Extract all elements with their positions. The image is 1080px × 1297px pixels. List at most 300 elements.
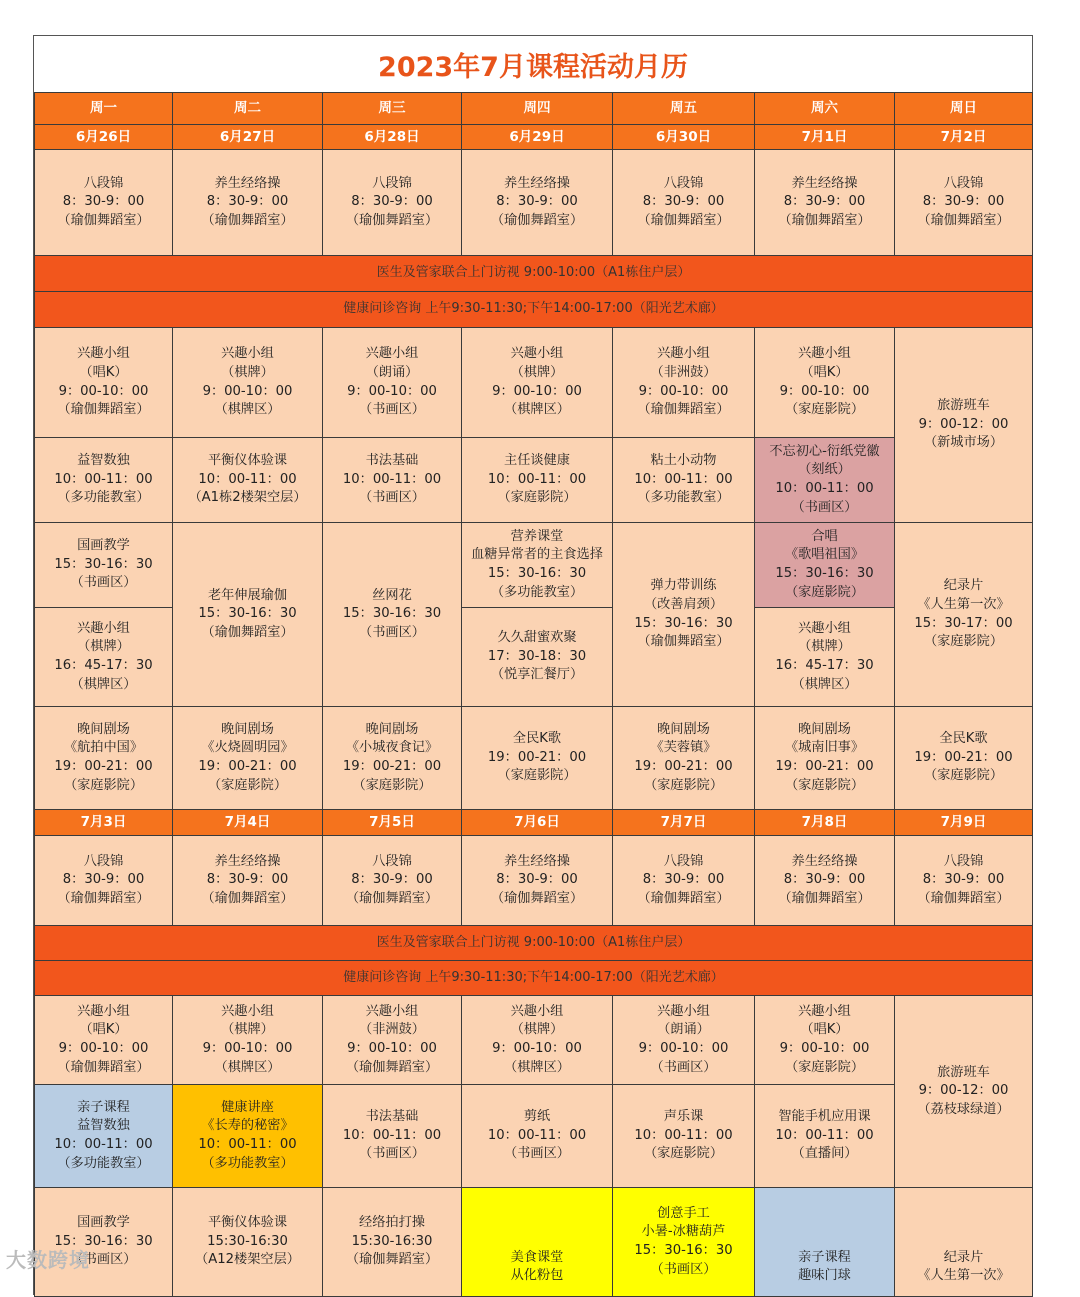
cell-line: 8：30-9：00	[351, 194, 433, 210]
cell-line: （多功能教室）	[57, 1155, 150, 1171]
cell-line: 8：30-9：00	[922, 194, 1005, 210]
cell-line: 8：30-9：00	[62, 194, 145, 210]
cell-line: 19：00-21：00	[487, 749, 587, 765]
cell-line: 9：00-12：00	[918, 416, 1009, 432]
cell-line: （棋牌区）	[214, 1059, 281, 1075]
morning-class	[461, 835, 613, 926]
cell-line: 8：30-9：00	[783, 872, 866, 888]
cell-line: 书法基础	[365, 1109, 419, 1125]
cell-line: 晚间剧场	[221, 721, 274, 737]
cell-line: （瑜伽舞蹈室）	[201, 624, 294, 640]
cell-line: 兴趣小组	[798, 620, 851, 636]
cell-line: 9：00-10：00	[202, 1041, 293, 1056]
cell-line: 养生经络操	[791, 175, 858, 191]
cell-line: （A1栋2楼架空层）	[188, 490, 307, 506]
cell-line: 纪录片	[943, 578, 984, 594]
cell-line: 15：30-17：00	[914, 615, 1013, 631]
cell-line: 16：45-17：30	[775, 658, 874, 673]
cell-line: （瑜伽舞蹈室）	[345, 212, 439, 228]
cell-line: 15：30-16：30	[342, 606, 442, 622]
cell-line: 经络拍打操	[359, 1215, 425, 1231]
cell-line: 八段锦	[372, 175, 412, 191]
date-header: 6月30日	[612, 124, 755, 150]
cell-line: 10：00-11：00	[775, 1127, 874, 1143]
cell-line: （书画区）	[70, 1252, 137, 1268]
weekday-header: 周六	[754, 92, 895, 125]
cell-line: 八段锦	[372, 853, 412, 869]
cell-line: 15：30-16：30	[54, 556, 153, 572]
am-class	[461, 437, 613, 523]
cell-line: 9：00-10：00	[58, 383, 149, 399]
cell-line: 弹力带训练	[650, 578, 717, 594]
cell-line: 8：30-9：00	[206, 872, 289, 888]
cell-line: 国画教学	[77, 538, 130, 554]
cell-line: （棋牌）	[798, 639, 851, 655]
cell-line: 8：30-9：00	[496, 872, 578, 888]
cell-line: 《小城夜食记》	[345, 740, 439, 756]
cell-line: 10：00-11：00	[198, 471, 297, 487]
weekday-header: 周四	[461, 92, 613, 125]
cell-line: 养生经络操	[791, 853, 858, 869]
cell-line: 兴趣小组	[657, 346, 710, 362]
cell-line: 15：30-16：30	[54, 1233, 153, 1249]
cell-line: 全民K歌	[512, 731, 562, 747]
cell-line: 剪纸	[523, 1109, 551, 1125]
cell-line: （瑜伽舞蹈室）	[778, 212, 871, 228]
morning-class	[754, 149, 895, 256]
documentary	[894, 522, 1033, 707]
date-header: 6月27日	[172, 124, 323, 150]
cell-line: 19：00-21：00	[634, 759, 733, 774]
cell-line: （家庭影院）	[923, 768, 1004, 784]
cell-line: 9：00-10：00	[202, 383, 293, 399]
date-header: 7月9日	[894, 809, 1033, 836]
interest-group	[34, 995, 173, 1085]
cell-line: 8：30-9：00	[642, 872, 725, 888]
cell-line: 9：00-10：00	[58, 1041, 149, 1056]
cell-line: 10：00-11：00	[342, 471, 442, 487]
cell-line: （瑜伽舞蹈室）	[57, 212, 150, 228]
am-class	[754, 1084, 895, 1188]
pm-class	[461, 522, 613, 608]
cell-line: （A12楼架空层）	[195, 1252, 300, 1268]
pm-class	[34, 522, 173, 608]
cell-line: 养生经络操	[214, 853, 281, 869]
cell-line: 19：00-21：00	[54, 759, 153, 774]
cell-line: 丝网花	[372, 587, 412, 603]
watermark: 大数跨境	[6, 1248, 90, 1272]
cell-line: 养生经络操	[504, 175, 570, 191]
cell-line: （家庭影院）	[643, 1146, 724, 1162]
banner-health-consult: 健康问诊咨询 上午9:30-11:30;下午14:00-17:00（阳光艺术廊）	[34, 291, 1033, 328]
cell-line: 8：30-9：00	[496, 194, 578, 210]
cell-line: 10：00-11：00	[198, 1137, 297, 1152]
cell-line: 八段锦	[943, 175, 984, 191]
weekday-header: 周日	[894, 92, 1033, 125]
cell-line: （非洲鼓）	[650, 364, 717, 380]
pm-class	[322, 1187, 462, 1297]
cell-line: （书画区）	[504, 1146, 570, 1162]
cell-line: 旅游班车	[937, 1064, 990, 1080]
cell-line: 10：00-11：00	[487, 1127, 587, 1143]
cell-line: （瑜伽舞蹈室）	[345, 1252, 439, 1268]
cell-line: （家庭影院）	[63, 777, 144, 793]
cell-line: 《城南旧事》	[784, 740, 865, 756]
cell-line: （棋牌区）	[70, 676, 137, 692]
morning-class	[612, 835, 755, 926]
cell-line: 15：30-16：30	[775, 566, 874, 581]
cell-line: 纪录片	[943, 1249, 984, 1265]
cell-line: 主任谈健康	[504, 453, 570, 469]
weekday-header: 周三	[322, 92, 462, 125]
cell-line: （家庭影院）	[497, 768, 577, 784]
cell-line: （棋牌）	[510, 364, 564, 380]
date-header: 7月2日	[894, 124, 1033, 150]
cell-line: （书画区）	[791, 499, 858, 515]
cell-line: 平衡仪体验课	[207, 1215, 288, 1231]
cell-line: 全民K歌	[939, 731, 988, 747]
cell-line: 小暑-冰糖葫芦	[641, 1224, 726, 1240]
cell-line: （瑜伽舞蹈室）	[490, 890, 584, 906]
cell-line: （家庭影院）	[207, 777, 288, 793]
cell-line: 10：00-11：00	[775, 481, 874, 496]
cell-line: 平衡仪体验课	[207, 453, 288, 469]
pm-class	[754, 607, 895, 707]
cell-line: 八段锦	[943, 853, 984, 869]
cell-line: 营养课堂	[510, 528, 564, 544]
cell-line: 兴趣小组	[77, 346, 130, 362]
cell-line: 兴趣小组	[221, 1003, 274, 1019]
cell-line: 8：30-9：00	[642, 194, 725, 210]
interest-group	[612, 327, 755, 438]
cell-line: （瑜伽舞蹈室）	[490, 212, 584, 228]
cell-line: （书画区）	[359, 402, 425, 418]
date-header: 7月6日	[461, 809, 613, 836]
cell-line: 合唱	[811, 528, 838, 544]
cell-line: 16：45-17：30	[54, 658, 153, 673]
morning-class	[34, 835, 173, 926]
cell-line: 9：00-10：00	[347, 1041, 437, 1056]
am-class	[322, 437, 462, 523]
cell-line: （刻纸）	[798, 462, 851, 478]
am-class	[172, 1084, 323, 1188]
weekday-header: 周二	[172, 92, 323, 125]
cell-line: 8：30-9：00	[783, 194, 866, 210]
cell-line: （唱K）	[79, 1022, 128, 1038]
cell-line: （新城市场）	[923, 435, 1004, 451]
cell-line: 《人生第一次》	[917, 1268, 1010, 1284]
cell-line: （书画区）	[359, 490, 425, 506]
interest-group	[172, 995, 323, 1085]
cell-line: （朗诵）	[657, 1022, 710, 1038]
cell-line: （荔枝球绿道）	[917, 1101, 1010, 1117]
date-header: 7月3日	[34, 809, 173, 836]
cell-line: （多功能教室）	[201, 1155, 294, 1171]
date-header: 7月1日	[754, 124, 895, 150]
cell-line: 美食课堂	[510, 1249, 564, 1265]
cell-line: 趣味门球	[798, 1268, 851, 1284]
am-class	[461, 1084, 613, 1188]
cell-line: 《歌唱祖国》	[784, 547, 865, 563]
weekday-header: 周一	[34, 92, 173, 125]
cell-line: （直播间）	[791, 1146, 858, 1162]
cell-line: 声乐课	[663, 1109, 704, 1125]
cell-line: （瑜伽舞蹈室）	[57, 1059, 150, 1075]
cell-line: 《芙蓉镇》	[650, 740, 717, 756]
cell-line: （书画区）	[650, 1261, 717, 1277]
cell-line: （书画区）	[359, 624, 425, 640]
cell-line: 15:30-16:30	[351, 1233, 433, 1249]
cell-line: （棋牌）	[221, 364, 274, 380]
cell-line: （瑜伽舞蹈室）	[345, 890, 439, 906]
cell-line: 益智数独	[77, 1118, 130, 1134]
cell-line: 《长寿的秘密》	[201, 1118, 294, 1134]
cell-line: 国画教学	[77, 1215, 130, 1231]
cell-line: 15：30-16：30	[634, 615, 733, 631]
cell-line: 智能手机应用课	[778, 1109, 871, 1125]
am-class	[754, 437, 895, 523]
cell-line: （家庭影院）	[784, 777, 865, 793]
cell-line: （棋牌区）	[504, 1059, 570, 1075]
interest-group	[461, 995, 613, 1085]
cell-line: 9：00-10：00	[492, 383, 582, 399]
evening-theater	[461, 706, 613, 810]
interest-group	[754, 327, 895, 438]
interest-group	[754, 995, 895, 1085]
cell-line: 八段锦	[663, 175, 704, 191]
cell-line: 健康讲座	[221, 1099, 274, 1115]
date-header: 7月7日	[612, 809, 755, 836]
pm-class	[612, 522, 755, 707]
cell-line: （棋牌）	[510, 1022, 564, 1038]
cell-line: 9：00-10：00	[347, 383, 437, 399]
interest-group	[461, 327, 613, 438]
morning-class	[322, 149, 462, 256]
cell-line: 不忘初心-衍纸党徽	[769, 443, 880, 459]
cell-line: 9：00-10：00	[779, 1041, 870, 1056]
cell-line: 粘土小动物	[650, 453, 717, 469]
am-class	[322, 1084, 462, 1188]
evening-theater	[894, 706, 1033, 810]
morning-class	[754, 835, 895, 926]
cell-line: 晚间剧场	[798, 721, 851, 737]
am-class	[34, 437, 173, 523]
cell-line: （多功能教室）	[490, 584, 584, 600]
banner-health-consult: 健康问诊咨询 上午9:30-11:30;下午14:00-17:00（阳光艺术廊）	[34, 960, 1033, 996]
cell-line: 兴趣小组	[77, 620, 130, 636]
morning-class	[172, 835, 323, 926]
calendar-title: 2023年7月课程活动月历	[34, 36, 1032, 92]
cell-line: （多功能教室）	[637, 490, 730, 506]
cell-line: （唱K）	[79, 364, 128, 380]
morning-class	[894, 149, 1033, 256]
cell-line: 亲子课程	[798, 1249, 851, 1265]
date-header: 7月5日	[322, 809, 462, 836]
date-header: 7月4日	[172, 809, 323, 836]
evening-theater	[172, 706, 323, 810]
cell-line: 兴趣小组	[510, 1003, 564, 1019]
cell-line: （瑜伽舞蹈室）	[57, 402, 150, 418]
cell-line: 19：00-21：00	[775, 759, 874, 774]
cell-line: 15:30-16:30	[207, 1233, 288, 1249]
cell-line: （瑜伽舞蹈室）	[57, 890, 150, 906]
date-header: 6月26日	[34, 124, 173, 150]
pm-class	[612, 1187, 755, 1297]
cell-line: 养生经络操	[214, 175, 281, 191]
cell-line: （瑜伽舞蹈室）	[637, 890, 730, 906]
cell-line: （书画区）	[650, 1059, 717, 1075]
cell-line: （多功能教室）	[57, 490, 150, 506]
morning-class	[34, 149, 173, 256]
weekday-header: 周五	[612, 92, 755, 125]
cell-line: 八段锦	[83, 175, 124, 191]
cell-line: （瑜伽舞蹈室）	[637, 212, 730, 228]
morning-class	[894, 835, 1033, 926]
morning-class	[461, 149, 613, 256]
cell-line: 19：00-21：00	[914, 749, 1013, 765]
interest-group	[172, 327, 323, 438]
cell-line: 晚间剧场	[365, 721, 419, 737]
cell-line: 《火烧圆明园》	[201, 740, 294, 756]
date-header: 6月28日	[322, 124, 462, 150]
banner-home-visit: 医生及管家联合上门访视 9:00-10:00（A1栋住户层）	[34, 925, 1033, 961]
cell-line: 《人生第一次》	[917, 596, 1010, 612]
morning-class	[172, 149, 323, 256]
evening-theater	[322, 706, 462, 810]
cell-line: 9：00-10：00	[638, 383, 729, 399]
pm-class	[894, 1187, 1033, 1297]
cell-line: （瑜伽舞蹈室）	[637, 634, 730, 650]
cell-line: （朗诵）	[365, 364, 419, 380]
pm-class	[754, 522, 895, 608]
cell-line: 八段锦	[663, 853, 704, 869]
cell-line: 久久甜蜜欢聚	[497, 630, 577, 646]
cell-line: 19：00-21：00	[198, 759, 297, 774]
cell-line: （瑜伽舞蹈室）	[201, 212, 294, 228]
cell-line: （棋牌区）	[214, 402, 281, 418]
interest-group	[34, 327, 173, 438]
cell-line: 兴趣小组	[798, 1003, 851, 1019]
pm-class	[461, 1187, 613, 1297]
cell-line: 15：30-16：30	[634, 1243, 733, 1258]
pm-class	[172, 1187, 323, 1297]
cell-line: 老年伸展瑜伽	[207, 587, 288, 603]
pm-class	[754, 1187, 895, 1297]
cell-line: 创意手工	[657, 1205, 710, 1221]
cell-line: （唱K）	[800, 364, 849, 380]
cell-line: 15：30-16：30	[487, 566, 587, 581]
am-class	[34, 1084, 173, 1188]
cell-line: 《航拍中国》	[63, 740, 144, 756]
evening-theater	[34, 706, 173, 810]
cell-line: 8：30-9：00	[206, 194, 289, 210]
pm-class	[34, 1187, 173, 1297]
cell-line: 旅游班车	[937, 398, 990, 414]
cell-line: （唱K）	[800, 1022, 849, 1038]
cell-line: （瑜伽舞蹈室）	[637, 402, 730, 418]
cell-line: 兴趣小组	[365, 1003, 419, 1019]
cell-line: （家庭影院）	[923, 634, 1004, 650]
morning-class	[612, 149, 755, 256]
cell-line: （非洲鼓）	[359, 1022, 425, 1038]
cell-line: （家庭影院）	[497, 490, 577, 506]
cell-line: 10：00-11：00	[487, 471, 587, 487]
cell-line: （棋牌）	[77, 639, 130, 655]
cell-line: 兴趣小组	[221, 346, 274, 362]
cell-line: （棋牌）	[221, 1022, 274, 1038]
cell-line: （瑜伽舞蹈室）	[917, 212, 1010, 228]
cell-line: 晚间剧场	[77, 721, 130, 737]
cell-line: （棋牌区）	[791, 676, 858, 692]
morning-class	[322, 835, 462, 926]
cell-line: 9：00-10：00	[492, 1041, 582, 1056]
cell-line: 10：00-11：00	[54, 1137, 153, 1152]
cell-line: 亲子课程	[77, 1099, 130, 1115]
pm-class	[172, 522, 323, 707]
cell-line: （瑜伽舞蹈室）	[778, 890, 871, 906]
cell-line: 10：00-11：00	[634, 1127, 733, 1143]
cell-line: 兴趣小组	[798, 346, 851, 362]
cell-line: 15：30-16：30	[198, 606, 297, 622]
cell-line: 从化粉包	[510, 1268, 564, 1284]
travel-bus	[894, 995, 1033, 1188]
cell-line: （瑜伽舞蹈室）	[917, 890, 1010, 906]
interest-group	[322, 327, 462, 438]
cell-line: （家庭影院）	[784, 584, 865, 600]
cell-line: 血糖异常者的主食选择	[471, 547, 603, 563]
cell-line: 益智数独	[77, 453, 130, 469]
cell-line: 8：30-9：00	[62, 872, 145, 888]
cell-line: 晚间剧场	[657, 721, 710, 737]
cell-line: （改善肩颈）	[643, 596, 724, 612]
cell-line: 8：30-9：00	[922, 872, 1005, 888]
banner-home-visit: 医生及管家联合上门访视 9:00-10:00（A1栋住户层）	[34, 255, 1033, 292]
cell-line: （书画区）	[359, 1146, 425, 1162]
date-header: 6月29日	[461, 124, 613, 150]
cell-line: 10：00-11：00	[634, 471, 733, 487]
interest-group	[612, 995, 755, 1085]
evening-theater	[754, 706, 895, 810]
pm-class	[34, 607, 173, 707]
cell-line: 8：30-9：00	[351, 872, 433, 888]
cell-line: （家庭影院）	[352, 777, 432, 793]
cell-line: 兴趣小组	[77, 1003, 130, 1019]
cell-line: 9：00-10：00	[779, 383, 870, 399]
cell-line: 兴趣小组	[657, 1003, 710, 1019]
cell-line: 9：00-10：00	[638, 1041, 729, 1056]
cell-line: （家庭影院）	[784, 402, 865, 418]
cell-line: 兴趣小组	[365, 346, 419, 362]
am-class	[612, 437, 755, 523]
cell-line: （棋牌区）	[504, 402, 570, 418]
cell-line: （家庭影院）	[784, 1059, 865, 1075]
cell-line: （悦享汇餐厅）	[490, 667, 584, 683]
cell-line: （瑜伽舞蹈室）	[345, 1059, 439, 1075]
am-class	[612, 1084, 755, 1188]
evening-theater	[612, 706, 755, 810]
am-class	[172, 437, 323, 523]
cell-line: 10：00-11：00	[54, 471, 153, 487]
cell-line: 19：00-21：00	[342, 759, 442, 774]
cell-line: 八段锦	[83, 853, 124, 869]
cell-line: （瑜伽舞蹈室）	[201, 890, 294, 906]
cell-line: 17：30-18：30	[487, 648, 587, 664]
pm-class	[461, 607, 613, 707]
cell-line: 兴趣小组	[510, 346, 564, 362]
cell-line: 书法基础	[365, 453, 419, 469]
interest-group	[322, 995, 462, 1085]
cell-line: 9：00-12：00	[918, 1083, 1009, 1099]
